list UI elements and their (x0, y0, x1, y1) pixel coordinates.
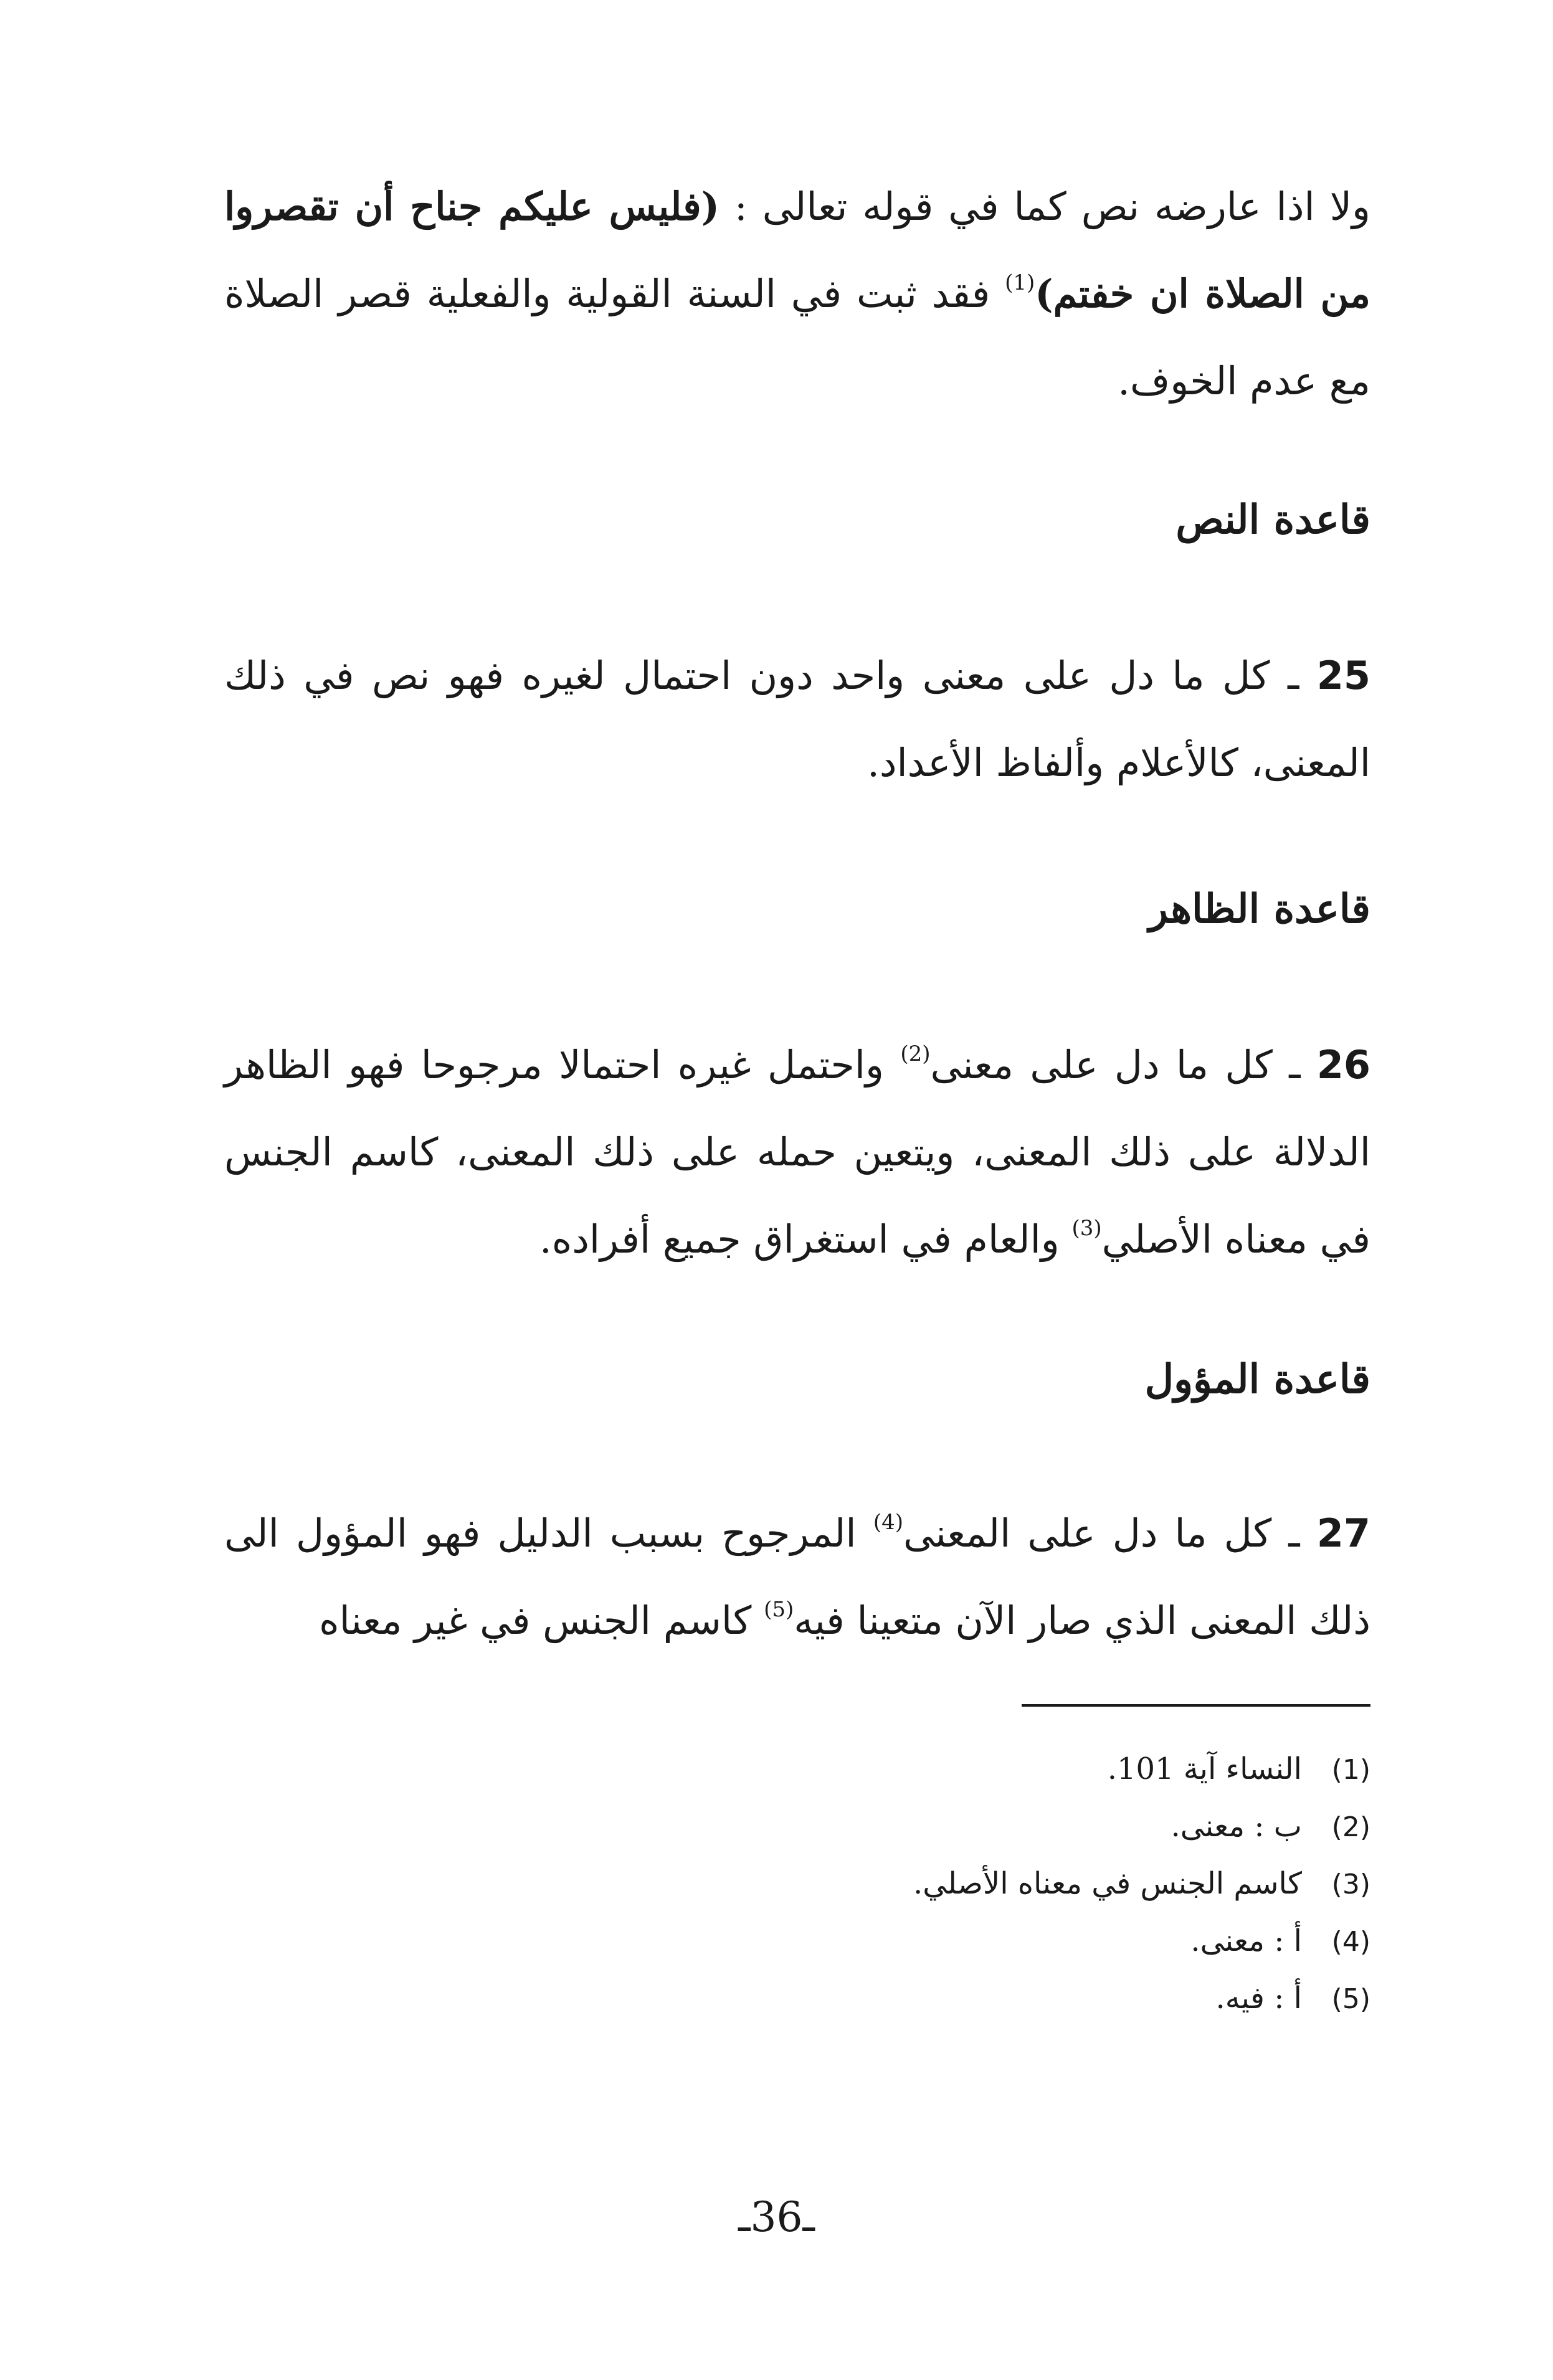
footnote-text: كاسم الجنس في معناه الأصلي. (913, 1866, 1302, 1901)
footnote-text: أ : معنى. (1190, 1923, 1302, 1958)
footnote-item (913, 1798, 1370, 1856)
rule-dash: ـ (1271, 1510, 1317, 1556)
footnote-item (913, 1970, 1370, 2027)
rule-dash: ـ (1270, 653, 1317, 698)
rule-paragraph-26 (224, 1022, 1370, 1283)
footnote-text: ب : معنى. (1171, 1809, 1302, 1844)
section-heading-nass: قاعدة النص (1175, 496, 1370, 543)
rule-text: كل ما دل على المعنى (903, 1510, 1272, 1556)
quran-verse: (فليس عليكم جناح أن تقصروا من الصلاة ان خفتم) (224, 184, 1370, 316)
rule-text: المرجوح بسبب الدليل فهو المؤول الى ذلك المعنى الذي صار الآن متعينا فيه (224, 1510, 1370, 1643)
footnote-item (913, 1913, 1370, 1970)
footnote-ref-2: (2) (900, 1041, 931, 1067)
rule-number: 25 (1316, 653, 1370, 698)
footnote-mark: (1) (1331, 1754, 1370, 1786)
intro-text-start: ولا اذا عارضه نص كما في قوله تعالى : (719, 184, 1370, 229)
footnote-item (913, 1856, 1370, 1913)
intro-paragraph (224, 163, 1370, 425)
section-heading-zahir: قاعدة الظاهر (1148, 886, 1370, 932)
rule-text: كل ما دل على معنى (930, 1042, 1273, 1088)
rule-text: كاسم الجنس في غير معناه (319, 1598, 764, 1643)
page-number: ـ36ـ (738, 2193, 815, 2241)
footnote-separator (1022, 1704, 1370, 1707)
intro-text-end: فقد ثبت في السنة القولية والفعلية قصر الصلاة مع عدم الخوف. (224, 271, 1370, 404)
rule-number: 27 (1316, 1510, 1370, 1556)
footnote-mark: (2) (1331, 1811, 1370, 1843)
rule-paragraph-25 (224, 632, 1370, 807)
rule-text: كل ما دل على معنى واحد دون احتمال لغيره فهو نص في ذلك المعنى، كالأعلام وألفاظ الأعداد. (224, 653, 1370, 785)
footnote-ref-4: (4) (873, 1510, 903, 1535)
footnote-item (913, 1741, 1370, 1798)
rule-paragraph-27 (224, 1490, 1370, 1664)
footnote-ref-5: (5) (764, 1597, 794, 1623)
rule-dash: ـ (1272, 1042, 1317, 1088)
rule-number: 26 (1316, 1042, 1370, 1088)
footnote-text: أ : فيه. (1215, 1981, 1302, 2016)
rule-text: واحتمل غيره احتمالا مرجوحا فهو الظاهر الدلالة على ذلك المعنى، ويتعين حمله على ذلك المعنى، كاسم الجنس في معناه الأصلي (224, 1042, 1370, 1262)
footnote-mark: (3) (1331, 1869, 1370, 1900)
rule-text: والعام في استغراق جميع أفراده. (539, 1216, 1072, 1262)
footnotes-list (913, 1741, 1370, 2027)
section-heading-muawwal: قاعدة المؤول (1144, 1356, 1370, 1403)
footnote-mark: (4) (1331, 1926, 1370, 1958)
footnote-ref-3: (3) (1071, 1216, 1102, 1241)
footnote-ref-1: (1) (1005, 270, 1035, 296)
footnote-text: النساء آية 101. (1107, 1752, 1302, 1786)
footnote-mark: (5) (1331, 1983, 1370, 2015)
